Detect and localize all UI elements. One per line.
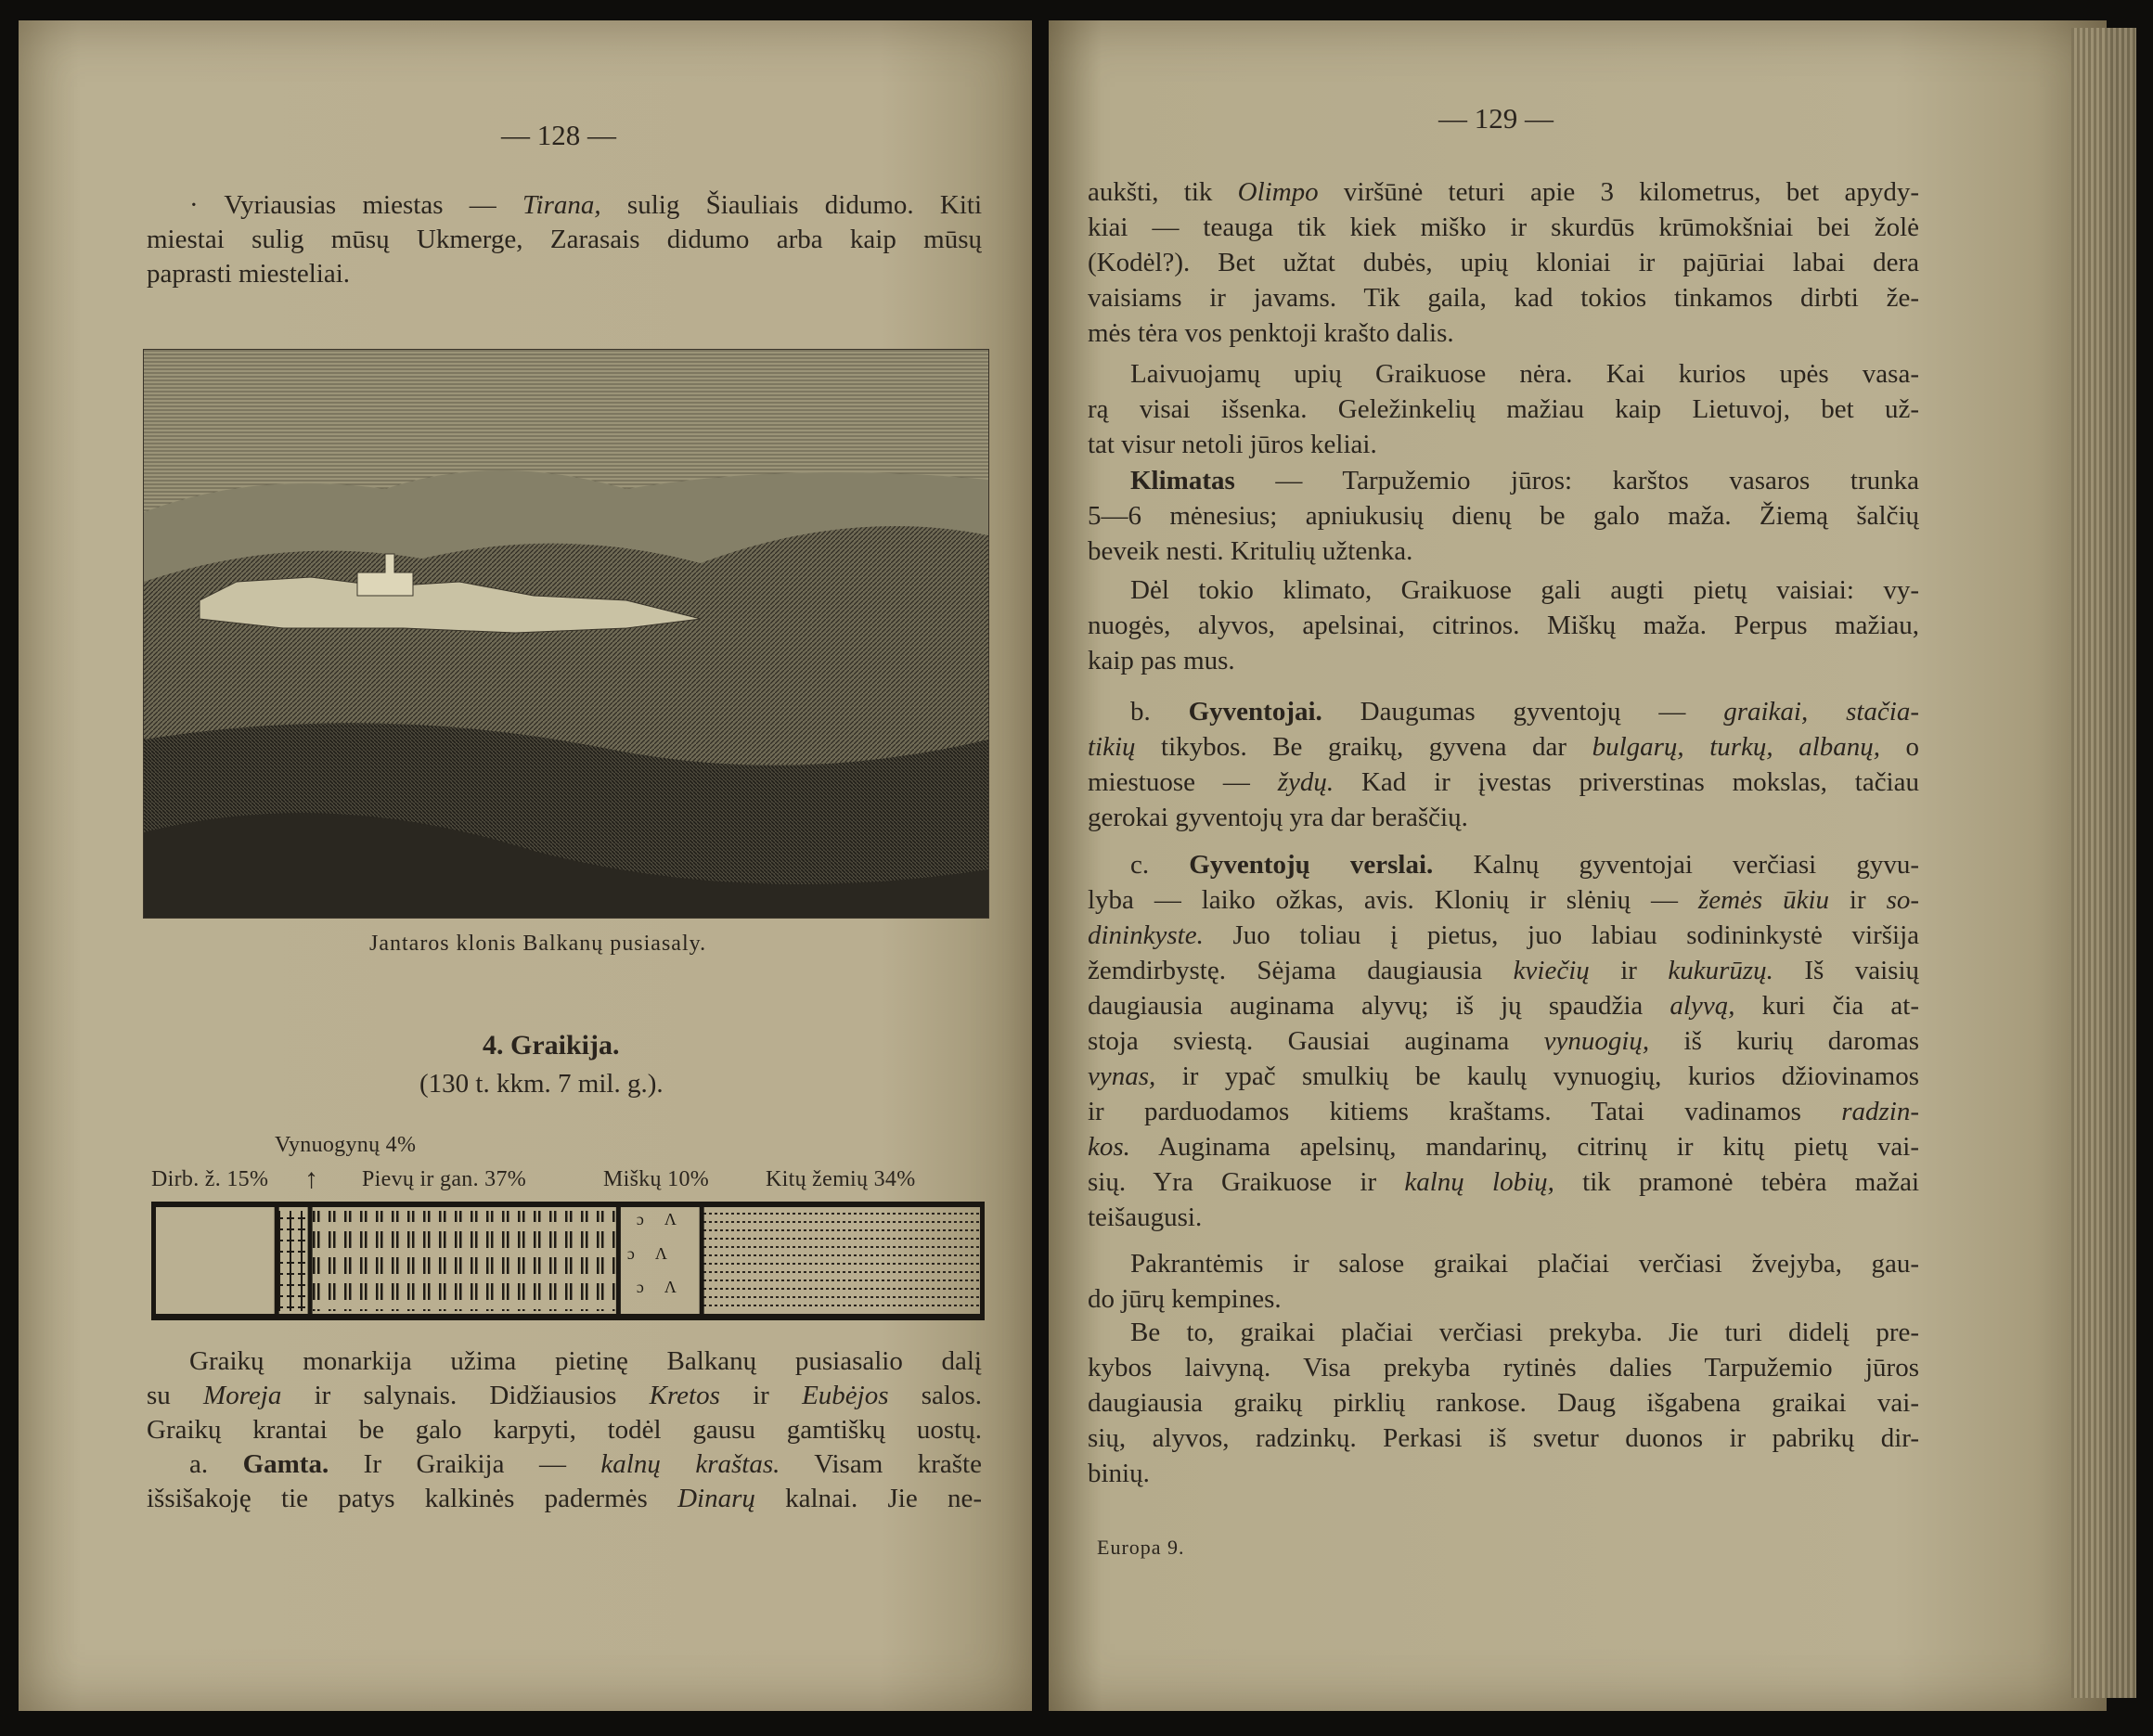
text-run: Visam krašte (780, 1449, 982, 1479)
italic-term: kukurūzų. (1668, 956, 1773, 985)
text-run: daugiausia graikų pirklių rankose. Daug išgabena graikai vai- (1088, 1388, 1919, 1418)
text-line (1088, 498, 1919, 534)
text-line (1088, 392, 1919, 427)
paragraph-rivers (1088, 356, 1919, 462)
text-line (1088, 1200, 1919, 1235)
paragraph-climate (1088, 463, 1919, 569)
text-run: Pakrantėmis ir salose graikai plačiai verčiasi žvejyba, gau- (1130, 1249, 1919, 1279)
text-line (1088, 765, 1919, 800)
text-line (1088, 1094, 1919, 1129)
italic-term: Tirana, (522, 190, 601, 220)
text-run: ir (719, 1381, 803, 1410)
page-edges (2071, 28, 2136, 1698)
text-line (1088, 427, 1919, 462)
text-line (1088, 729, 1919, 765)
italic-term: Olimpo (1237, 177, 1319, 207)
text-run: miestuose — (1088, 767, 1278, 797)
text-run: beveik nesti. Kritulių užtenka. (1088, 536, 1413, 566)
italic-term: graikai, stačia- (1723, 697, 1920, 727)
text-line (1088, 882, 1919, 918)
italic-term: kos. (1088, 1132, 1130, 1162)
text-run: — Tarpužemio jūros: karštos vasaros trunka (1234, 466, 1919, 495)
italic-term: kalnų kraštas. (600, 1449, 780, 1479)
text-run: sulig Šiauliais didumo. Kiti (600, 190, 983, 220)
text-line (1088, 1315, 1919, 1350)
text-line (1088, 463, 1919, 498)
text-run: sių. Yra Graikuose ir (1088, 1167, 1405, 1197)
text-line (1088, 1281, 1919, 1317)
text-line (1088, 918, 1919, 953)
text-run: Auginama apelsinų, mandarinų, citrinų ir kitų pietų vai- (1129, 1132, 1919, 1162)
paragraph-population (1088, 694, 1919, 835)
text-run: ir salynais. Didžiausios (281, 1381, 650, 1410)
italic-term: Dinarų (677, 1484, 755, 1513)
text-line (1088, 1456, 1919, 1491)
text-run: iš kurių daromas (1649, 1026, 1919, 1056)
text-line (1088, 1246, 1919, 1281)
italic-term: Kretos (649, 1381, 720, 1410)
text-line (147, 188, 982, 223)
text-run: ir ypač smulkių be kaulų vynuogių, kurios džiovinamos (1155, 1061, 1919, 1091)
text-line (1088, 210, 1919, 245)
text-run: Iš vaisių (1773, 956, 1919, 985)
tree-symbol: Λ (664, 1210, 677, 1228)
text-run: kalnai. Jie ne- (754, 1484, 983, 1513)
text-run: kiai — teauga tik kiek miško ir skurdūs krūmokšniai bei žolė (1088, 212, 1919, 242)
text-line (1088, 1164, 1919, 1200)
bar-divider (980, 1207, 985, 1315)
text-run: kuri čia at- (1734, 991, 1919, 1021)
text-run: ir parduodamos kitiems kraštams. Tatai vadinamos (1088, 1097, 1842, 1126)
text-line (1088, 1350, 1919, 1385)
text-run: Laivuojamų upių Graikuose nėra. Kai kurios upės vasa- (1130, 359, 1919, 389)
italic-term: bulgarų, turkų, albanų, (1592, 732, 1880, 762)
italic-term: radzin- (1841, 1097, 1919, 1126)
text-line (1088, 1421, 1919, 1456)
text-run: paprasti miesteliai. (147, 259, 351, 289)
text-run: kaip pas mus. (1088, 646, 1235, 675)
text-run: Graikų krantai be galo karpyti, todėl gausu gamtiškų uostų. (147, 1415, 982, 1445)
text-run: salos. (888, 1381, 983, 1410)
text-run: · Vyriausias miestas — (189, 190, 523, 220)
paragraph-occupations (1088, 847, 1919, 1235)
text-run: (Kodėl?). Bet užtat dubės, upių kloniai ir pajūriai labai dera (1088, 248, 1919, 277)
text-line (147, 223, 982, 257)
tree-symbol: Λ (664, 1278, 677, 1296)
body-paragraph-left (147, 1344, 982, 1516)
page-number-left: — 128 — (501, 119, 616, 151)
bold-heading: Gamta. (242, 1449, 329, 1479)
text-line (1088, 643, 1919, 678)
text-run: Kalnų gyventojai verčiasi gyvu- (1433, 850, 1919, 880)
text-line (1088, 245, 1919, 280)
text-line (1088, 988, 1919, 1023)
text-line (1088, 1129, 1919, 1164)
text-line (1088, 1059, 1919, 1094)
bold-heading: Gyventojai. (1188, 697, 1322, 727)
text-line (1088, 694, 1919, 729)
text-run: a. (189, 1449, 243, 1479)
section-subtitle: (130 t. kkm. 7 mil. g.). (419, 1069, 664, 1099)
italic-term: Eubėjos (802, 1381, 889, 1410)
text-run: išsišakoję tie patys kalkinės padermės (147, 1484, 678, 1513)
text-line (1088, 1385, 1919, 1421)
vineyards-label: Vynuogynų 4% (275, 1133, 417, 1157)
paragraph-fishing (1088, 1246, 1919, 1317)
text-run: viršūnė teturi apie 3 kilometrus, bet apydy- (1318, 177, 1920, 207)
bar-divider (151, 1207, 156, 1315)
italic-term: dininkyste. (1088, 920, 1204, 950)
text-run: tik pramonė tebėra mažai (1554, 1167, 1920, 1197)
arable-label: Dirb. ž. 15% (151, 1167, 269, 1191)
text-run: Juo toliau į pietus, juo labiau sodininkystė viršija (1203, 920, 1919, 950)
text-run: Daugumas gyventojų — (1321, 697, 1724, 727)
text-line (1088, 847, 1919, 882)
text-line (147, 1344, 982, 1379)
signature-mark: Europa 9. (1097, 1536, 1185, 1559)
bold-heading: Gyventojų verslai. (1189, 850, 1434, 880)
text-run: kybos laivyną. Visa prekyba rytinės dalies Tarpužemio jūros (1088, 1353, 1919, 1382)
text-run: ir (1829, 885, 1887, 915)
text-run: sių, alyvos, radzinkų. Perkasi iš svetur duonos ir pabrikų dir- (1088, 1423, 1919, 1453)
paragraph-relief (1088, 174, 1919, 351)
text-line (1088, 356, 1919, 392)
text-line (1088, 608, 1919, 643)
bar-segment-arable (151, 1211, 277, 1311)
section-title: 4. Graikija. (483, 1030, 620, 1061)
intro-paragraph (147, 188, 982, 291)
text-run: 5—6 mėnesius; apniukusių dienų be galo maža. Žiemą šalčių (1088, 501, 1919, 531)
text-run: gerokai gyventojų yra dar beraščių. (1088, 803, 1468, 832)
text-run: daugiausia auginama alyvų; iš jų spaudžia (1088, 991, 1670, 1021)
text-line (1088, 572, 1919, 608)
paragraph-fruits (1088, 572, 1919, 678)
text-line (147, 1447, 982, 1482)
meadows-label: Pievų ir gan. 37% (362, 1167, 527, 1191)
land-use-bar-diagram (151, 1202, 985, 1320)
arrow-up-icon: ↑ (304, 1164, 319, 1194)
text-run: ir (1589, 956, 1669, 985)
text-run: Kad ir įvestas priverstinas mokslas, tačiau (1334, 767, 1919, 797)
text-run: miestai sulig mūsų Ukmerge, Zarasais didumo arba kaip mūsų (147, 225, 982, 254)
text-run: mės tėra vos penktoji krašto dalis. (1088, 318, 1454, 348)
forests-label: Miškų 10% (603, 1167, 710, 1191)
text-run: do jūrų kempines. (1088, 1284, 1282, 1314)
text-run: žemdirbystę. Sėjama daugiausia (1088, 956, 1514, 985)
text-run: Dėl tokio klimato, Graikuose gali augti pietų vaisiai: vy- (1130, 575, 1919, 605)
italic-term: so- (1886, 885, 1920, 915)
text-run: Be to, graikai plačiai verčiasi prekyba. Jie turi didelį pre- (1130, 1318, 1919, 1347)
text-run: Graikų monarkija užima pietinę Balkanų pusiasalio dalį (189, 1346, 982, 1376)
text-line (1088, 953, 1919, 988)
text-line (147, 257, 982, 291)
text-run: Ir Graikija — (329, 1449, 601, 1479)
italic-term: alyvą, (1670, 991, 1735, 1021)
text-run: tat visur netoli jūros keliai. (1088, 430, 1377, 459)
bar-segment-other (702, 1211, 985, 1311)
text-run: tikybos. Be graikų, gyvena dar (1135, 732, 1592, 762)
italic-term: kviečių (1513, 956, 1590, 985)
text-run: nuogės, alyvos, apelsinai, citrinos. Miškų maža. Perpus mažiau, (1088, 611, 1919, 640)
landscape-engraving (143, 349, 989, 919)
text-run: lyba — laiko ožkas, avis. Klonių ir slėnių — (1088, 885, 1698, 915)
bar-divider (700, 1207, 704, 1315)
italic-term: Moreja (203, 1381, 282, 1410)
other-land-label: Kitų žemių 34% (766, 1167, 916, 1191)
italic-term: žemės ūkiu (1697, 885, 1830, 915)
italic-term: žydų. (1277, 767, 1334, 797)
tree-symbol: ɔ (626, 1244, 635, 1263)
paragraph-trade (1088, 1315, 1919, 1491)
tree-symbol: ɔ (636, 1278, 644, 1296)
page-number-right: — 129 — (1438, 102, 1554, 135)
figure-caption: Jantaros klonis Balkanų pusiasaly. (369, 932, 707, 956)
text-run: c. (1130, 850, 1190, 880)
text-run: o (1879, 732, 1919, 762)
bold-heading: Klimatas (1130, 466, 1235, 495)
text-run: teišaugusi. (1088, 1202, 1203, 1232)
bar-divider (275, 1207, 279, 1315)
text-run: b. (1130, 697, 1189, 727)
text-run: stoja sviestą. Gausiai auginama (1088, 1026, 1544, 1056)
text-line (1088, 174, 1919, 210)
bar-segment-meadows_pastures (310, 1211, 618, 1311)
text-line (1088, 800, 1919, 835)
bar-divider (308, 1207, 313, 1315)
text-line (147, 1413, 982, 1447)
text-line (1088, 534, 1919, 569)
bar-divider (616, 1207, 621, 1315)
text-line (147, 1379, 982, 1413)
text-line (147, 1482, 982, 1516)
italic-term: vynuogių, (1543, 1026, 1650, 1056)
text-run: vaisiams ir javams. Tik gaila, kad tokios tinkamos dirbti že- (1088, 283, 1919, 313)
italic-term: vynas, (1088, 1061, 1156, 1091)
text-line (1088, 280, 1919, 315)
tree-symbol: ɔ (636, 1210, 644, 1228)
text-line (1088, 1023, 1919, 1059)
italic-term: tikių (1088, 732, 1136, 762)
text-run: rą visai išsenka. Geležinkelių mažiau kaip Lietuvoj, bet už- (1088, 394, 1919, 424)
italic-term: kalnų lobių, (1404, 1167, 1554, 1197)
text-run: su (147, 1381, 204, 1410)
text-line (1088, 315, 1919, 351)
bar-segment-vineyards (277, 1211, 310, 1311)
text-run: aukšti, tik (1088, 177, 1238, 207)
text-run: binių. (1088, 1459, 1150, 1488)
tree-symbol: Λ (654, 1244, 667, 1263)
